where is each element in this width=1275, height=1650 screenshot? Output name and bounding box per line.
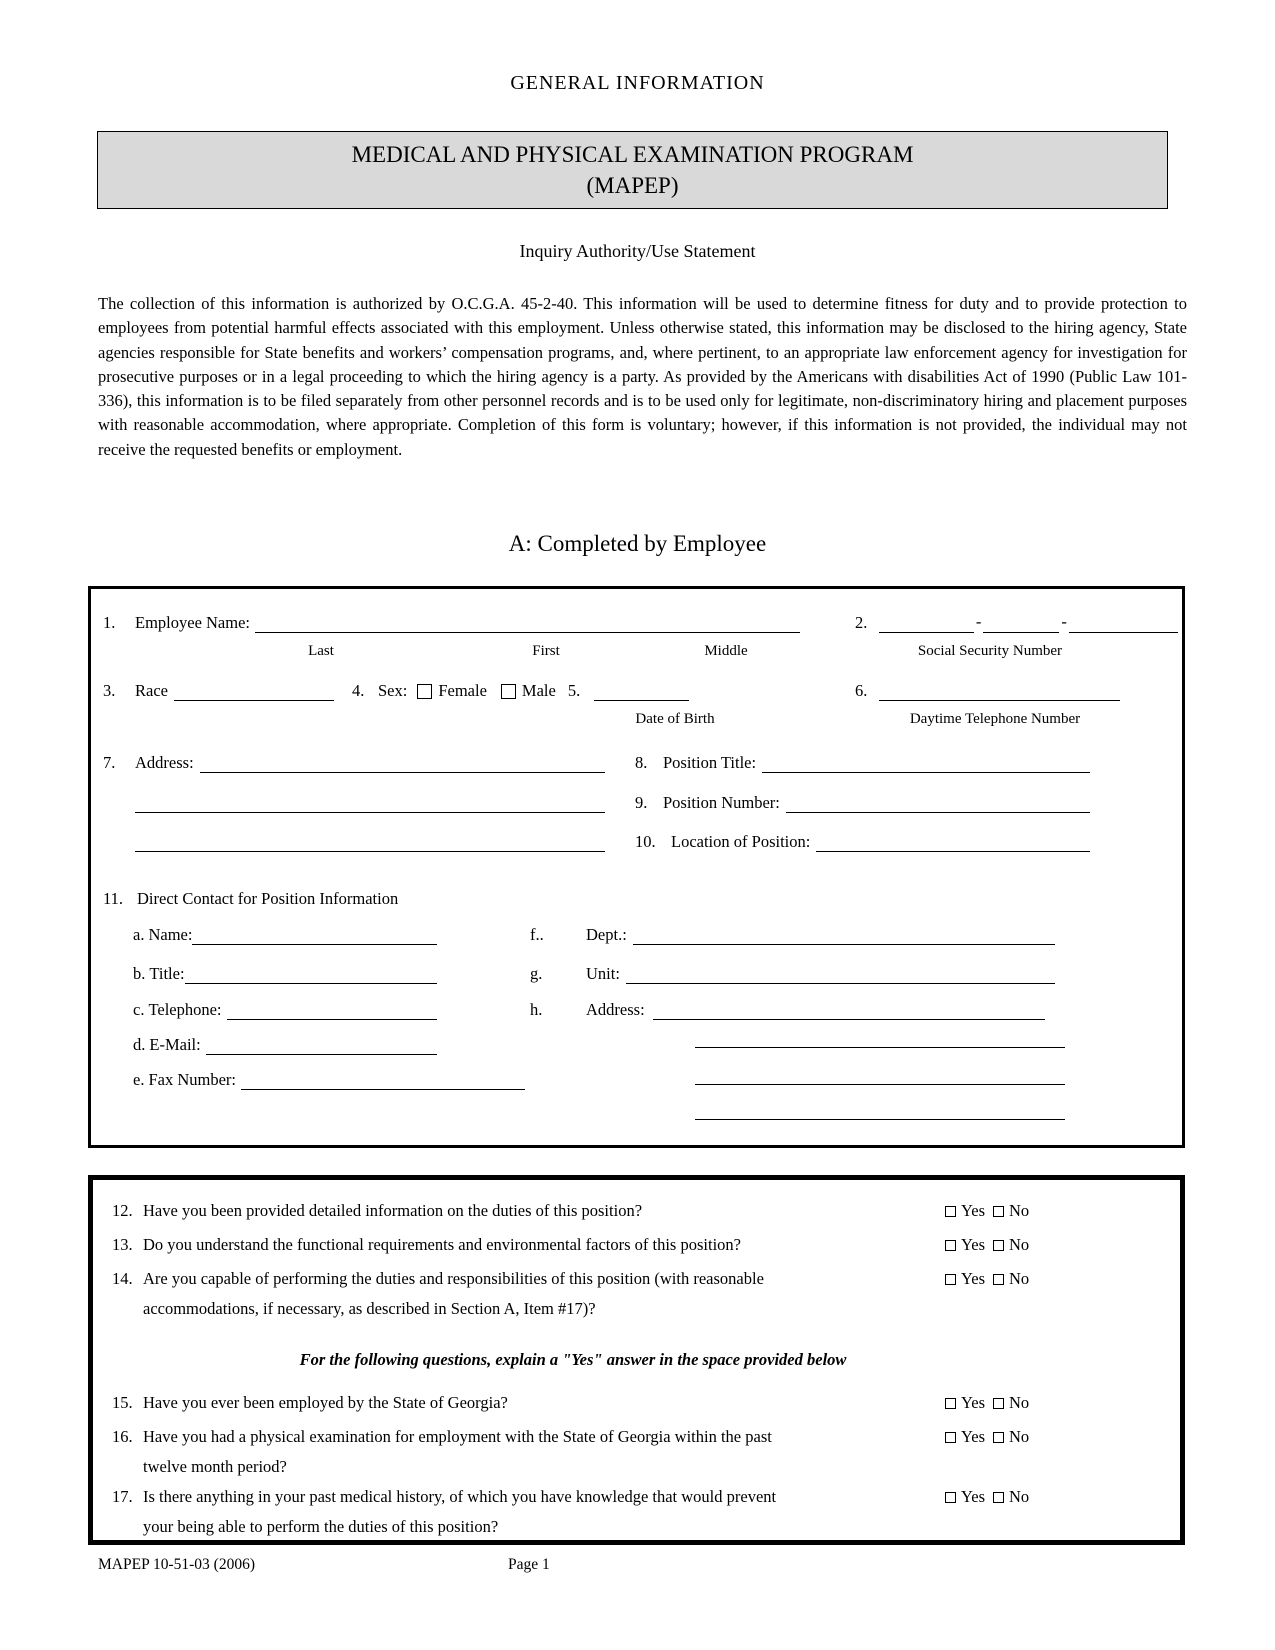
item-letter: c.	[133, 1000, 145, 1019]
no-label: No	[1009, 1269, 1030, 1288]
contact-email-input[interactable]	[206, 1035, 437, 1055]
contact-email-label: E-Mail:	[149, 1035, 201, 1054]
section-a-box	[88, 586, 1185, 1148]
position-number-label: Position Number:	[663, 793, 780, 812]
female-checkbox[interactable]	[417, 684, 432, 699]
question-number: 13.	[112, 1235, 133, 1254]
yes-label: Yes	[961, 1427, 986, 1446]
no-checkbox[interactable]	[993, 1206, 1004, 1217]
name-sublabels-row	[91, 643, 1182, 661]
address-label: Address:	[135, 753, 194, 772]
no-checkbox[interactable]	[993, 1432, 1004, 1443]
item-number: 2.	[855, 613, 868, 632]
contact-unit-label: Unit:	[586, 964, 620, 983]
contact-title-row	[133, 962, 437, 984]
yes-label: Yes	[961, 1487, 986, 1506]
item-number: 3.	[103, 681, 116, 700]
yes-checkbox[interactable]	[945, 1206, 956, 1217]
address-input-line1[interactable]	[200, 753, 605, 773]
male-checkbox[interactable]	[501, 684, 516, 699]
ssn-row	[855, 611, 1178, 633]
address-input-line2[interactable]	[135, 793, 605, 813]
contact-unit-input[interactable]	[626, 964, 1055, 984]
contact-dept-row	[530, 923, 1055, 945]
ssn-part1-input[interactable]	[879, 613, 974, 633]
question-row-16	[112, 1422, 1155, 1482]
question-text-line2: your being able to perform the duties of this position?	[143, 1517, 499, 1536]
item-letter: a.	[133, 925, 145, 944]
item-number: 7.	[103, 753, 116, 772]
contact-telephone-row	[133, 998, 437, 1020]
contact-email-row	[133, 1033, 437, 1055]
yes-label: Yes	[961, 1201, 986, 1220]
yes-no-options	[945, 1230, 1029, 1260]
female-label: Female	[438, 681, 487, 700]
form-code: MAPEP 10-51-03 (2006)	[98, 1556, 256, 1573]
question-row-12	[112, 1196, 1155, 1226]
sublabel-middle: Middle	[704, 643, 748, 659]
phone-row	[855, 679, 1120, 701]
yes-label: Yes	[961, 1269, 986, 1288]
item-number: 1.	[103, 613, 116, 632]
contact-address-row	[530, 998, 1045, 1020]
statement-body: The collection of this information is authorized by O.C.G.A. 45-2-40. This information will be used to determine fitness for duty and to provide protection to employees from potential harmful effects associated with this employment. Unless otherwise stated, this information may be disclosed to the hiring agency, State agencies responsible for State benefits and workers’ compensation programs, and, where pertinent, to an appropriate law enforcement agency for investigation for prosecutive purposes or in a legal proceeding to which the hiring agency is a party. As provided by the Americans with disabilities Act of 1990 (Public Law 101-336), this information is to be filed separately from other personnel records and is to be used only for legitimate, non-discriminatory hiring and placement purposes with reasonable accommodation, where appropriate. Completion of this form is voluntary; however, if this information is not provided, the individual may not receive the requested benefits or employment.	[98, 294, 1187, 459]
statement-heading: Inquiry Authority/Use Statement	[519, 241, 756, 261]
race-label: Race	[135, 681, 168, 700]
item-number: 9.	[635, 793, 648, 812]
employee-name-input[interactable]	[255, 613, 800, 633]
race-sex-dob-row	[103, 679, 689, 701]
contact-title-label: Title:	[149, 964, 185, 983]
address-input-line3[interactable]	[135, 832, 605, 852]
no-label: No	[1009, 1487, 1030, 1506]
question-text-line2: twelve month period?	[143, 1457, 287, 1476]
position-title-input[interactable]	[762, 753, 1090, 773]
item-number: 11.	[103, 889, 124, 908]
no-checkbox[interactable]	[993, 1492, 1004, 1503]
yes-label: Yes	[961, 1393, 986, 1412]
question-row-15	[112, 1388, 1155, 1418]
contact-dept-label: Dept.:	[586, 925, 627, 944]
page-number: Page 1	[508, 1556, 550, 1573]
position-number-input[interactable]	[786, 793, 1090, 813]
question-text-line2: accommodations, if necessary, as described in Section A, Item #17)?	[143, 1299, 596, 1318]
yes-no-options	[945, 1388, 1029, 1418]
location-label: Location of Position:	[671, 832, 811, 851]
no-label: No	[1009, 1235, 1030, 1254]
ssn-part3-input[interactable]	[1069, 613, 1178, 633]
no-checkbox[interactable]	[993, 1240, 1004, 1251]
direct-contact-heading	[103, 887, 398, 909]
contact-fax-input[interactable]	[241, 1070, 525, 1090]
item-letter: f..	[530, 925, 544, 944]
contact-address-cont-row	[695, 1026, 1065, 1048]
phone-input[interactable]	[879, 681, 1120, 701]
ssn-part2-input[interactable]	[983, 613, 1059, 633]
yes-no-options	[945, 1196, 1029, 1226]
position-title-row	[635, 751, 1090, 773]
no-checkbox[interactable]	[993, 1274, 1004, 1285]
contact-address-label: Address:	[586, 1000, 645, 1019]
contact-title-input[interactable]	[185, 964, 437, 984]
question-text: Have you been provided detailed information on the duties of this position?	[143, 1201, 643, 1220]
questionnaire-note: For the following questions, explain a "Yes" answer in the space provided below	[299, 1350, 847, 1369]
page-title: GENERAL INFORMATION	[510, 72, 765, 94]
item-number: 8.	[635, 753, 648, 772]
question-number: 17.	[112, 1487, 133, 1506]
item-letter: g.	[530, 964, 543, 983]
address-row	[103, 751, 605, 773]
ssn-separator: -	[1061, 612, 1067, 631]
question-number: 14.	[112, 1269, 133, 1288]
yes-checkbox[interactable]	[945, 1240, 956, 1251]
item-letter: h.	[530, 1000, 543, 1019]
sublabel-ssn: Social Security Number	[917, 643, 1063, 659]
contact-address-input-line3[interactable]	[695, 1065, 1065, 1085]
program-banner-line2: (MAPEP)	[586, 173, 679, 198]
yes-no-options	[945, 1482, 1029, 1512]
program-banner-line1: MEDICAL AND PHYSICAL EXAMINATION PROGRAM	[351, 142, 914, 167]
question-number: 16.	[112, 1427, 133, 1446]
contact-address-cont-row	[695, 1098, 1065, 1120]
contact-name-label: Name:	[148, 925, 193, 944]
item-number: 10.	[635, 832, 656, 851]
contact-address-input-line2[interactable]	[695, 1028, 1065, 1048]
question-text: Have you ever been employed by the State of Georgia?	[143, 1393, 508, 1412]
contact-fax-row	[133, 1068, 525, 1090]
yes-checkbox[interactable]	[945, 1398, 956, 1409]
ssn-separator: -	[975, 612, 982, 631]
yes-no-options	[945, 1264, 1029, 1294]
yes-no-options	[945, 1422, 1029, 1452]
item-letter: d.	[133, 1035, 146, 1054]
sublabel-dob: Date of Birth	[635, 711, 715, 727]
section-a-title: A: Completed by Employee	[508, 531, 767, 556]
no-checkbox[interactable]	[993, 1398, 1004, 1409]
dob-phone-sublabels-row	[91, 711, 1182, 729]
contact-name-row	[133, 923, 437, 945]
contact-address-input-line4[interactable]	[695, 1100, 1065, 1120]
questionnaire-box	[88, 1175, 1185, 1545]
employee-name-label: Employee Name:	[135, 613, 251, 632]
no-label: No	[1009, 1427, 1030, 1446]
question-number: 12.	[112, 1201, 133, 1220]
contact-telephone-label: Telephone:	[148, 1000, 222, 1019]
no-label: No	[1009, 1393, 1030, 1412]
contact-address-input-line1[interactable]	[653, 1000, 1045, 1020]
yes-checkbox[interactable]	[945, 1432, 956, 1443]
location-row	[635, 830, 1090, 852]
question-row-14	[112, 1264, 1155, 1324]
question-number: 15.	[112, 1393, 133, 1412]
question-text: Is there anything in your past medical history, of which you have knowledge that would prevent	[143, 1487, 777, 1506]
sublabel-first: First	[532, 643, 560, 659]
yes-checkbox[interactable]	[945, 1492, 956, 1503]
question-row-17	[112, 1482, 1155, 1542]
contact-dept-input[interactable]	[633, 925, 1055, 945]
position-title-label: Position Title:	[663, 753, 757, 772]
direct-contact-label: Direct Contact for Position Information	[137, 889, 399, 908]
item-number: 4.	[351, 681, 365, 700]
program-banner	[97, 131, 1168, 209]
item-number: 6.	[855, 681, 868, 700]
contact-telephone-input[interactable]	[227, 1000, 437, 1020]
question-text: Have you had a physical examination for employment with the State of Georgia within the past	[143, 1427, 772, 1446]
contact-address-cont-row	[695, 1063, 1065, 1085]
location-input[interactable]	[816, 832, 1090, 852]
contact-fax-label: Fax Number:	[148, 1070, 236, 1089]
no-label: No	[1009, 1201, 1030, 1220]
address-cont-row	[103, 791, 605, 813]
sublabel-last: Last	[308, 643, 334, 659]
item-letter: e.	[133, 1070, 145, 1089]
sublabel-phone: Daytime Telephone Number	[909, 711, 1081, 727]
position-number-row	[635, 791, 1090, 813]
contact-unit-row	[530, 962, 1055, 984]
dob-input[interactable]	[594, 681, 689, 701]
male-label: Male	[521, 681, 556, 700]
question-text: Are you capable of performing the duties and responsibilities of this position (with reasonable	[143, 1269, 764, 1288]
yes-label: Yes	[961, 1235, 986, 1254]
race-input[interactable]	[174, 681, 334, 701]
item-letter: b.	[133, 964, 146, 983]
page-footer	[98, 1556, 1187, 1574]
question-text: Do you understand the functional requirements and environmental factors of this position?	[143, 1235, 741, 1254]
sex-label: Sex:	[377, 681, 408, 700]
item-number: 5.	[567, 681, 581, 700]
question-row-13	[112, 1230, 1155, 1260]
address-cont-row	[103, 830, 605, 852]
contact-name-input[interactable]	[192, 925, 437, 945]
yes-checkbox[interactable]	[945, 1274, 956, 1285]
